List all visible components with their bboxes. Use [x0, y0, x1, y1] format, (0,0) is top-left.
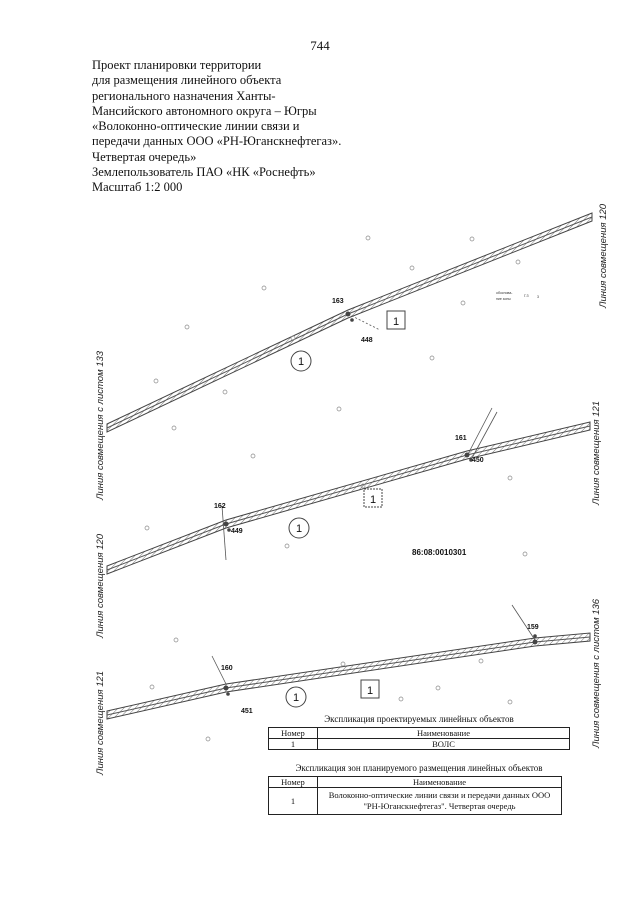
- cable-corridor: [107, 633, 590, 719]
- table2-title: Экспликация зон планируемого размещения линейных объектов: [295, 763, 543, 773]
- point-label: 451: [241, 708, 253, 715]
- title-line: регионального назначения Ханты-: [92, 88, 276, 103]
- sheet-label-top-left: Линия совмещения с листом 133: [95, 350, 106, 500]
- zone-number: 1: [366, 685, 374, 697]
- sheet-label-bottom-right: Линия совмещения с листом 136: [591, 598, 602, 748]
- table-header-cell: Номер: [269, 777, 318, 788]
- boundary-point: [224, 522, 229, 527]
- table-header-cell: Наименование: [318, 777, 562, 788]
- point-label: 449: [231, 528, 243, 535]
- tiny-annotation-text: 3: [537, 295, 539, 299]
- cadastral-number: 86:08:0010301: [412, 548, 467, 557]
- boundary-point: [350, 318, 354, 322]
- title-line: передачи данных ООО «РН-Юганскнефтегаз».: [92, 134, 342, 149]
- boundary-point: [346, 312, 351, 317]
- strip-1: [107, 213, 592, 432]
- point-label: 161: [455, 435, 467, 442]
- title-line: «Волоконно-оптические линии связи и: [92, 119, 300, 134]
- boundary-point: [533, 634, 537, 638]
- point-label: 450: [472, 457, 484, 464]
- placement-zones-table: [268, 776, 562, 815]
- tiny-annotation-text: ние зоны: [496, 297, 511, 301]
- object-number: 1: [295, 523, 303, 535]
- table-header-cell: Номер: [269, 728, 318, 739]
- table-cell: 1: [269, 788, 318, 815]
- page-number: 744: [310, 38, 330, 53]
- table-cell: Волоконно-оптические линии связи и передачи данных ООО "РН-Юганскнефтегаз". Четвертая очередь: [318, 788, 562, 815]
- table-row: [269, 788, 562, 815]
- table-cell: 1: [269, 739, 318, 750]
- point-label: 160: [221, 665, 233, 672]
- boundary-point: [533, 640, 538, 645]
- strip-3: [107, 633, 590, 719]
- cable-corridor: [107, 422, 590, 574]
- boundary-point: [224, 686, 229, 691]
- point-label: 448: [361, 337, 373, 344]
- sheet-label-mid-left: Линия совмещения 120: [95, 533, 106, 638]
- title-line: Проект планировки территории: [92, 58, 262, 72]
- cable-route-line: [107, 426, 590, 570]
- table-header-cell: Наименование: [318, 728, 570, 739]
- land-user-line: Землепользователь ПАО «НК «Роснефть»: [92, 165, 316, 180]
- table1-title: Экспликация проектируемых линейных объектов: [324, 714, 514, 724]
- title-line: Четвертая очередь»: [92, 149, 197, 164]
- strip-2: [107, 422, 590, 574]
- tiny-annotation-text: обоснова-: [496, 291, 513, 295]
- point-label: 162: [214, 503, 226, 510]
- title-line: для размещения линейного объекта: [92, 73, 282, 88]
- object-number: 1: [297, 356, 305, 368]
- tiny-annotation-text: Г.З: [524, 294, 529, 298]
- projected-objects-table: [268, 727, 570, 750]
- table-header-row: [269, 728, 570, 739]
- scale-line: Масштаб 1:2 000: [92, 180, 183, 195]
- zone-markers: [286, 311, 405, 707]
- sheet-label-bottom-left: Линия совмещения 121: [95, 670, 106, 775]
- boundary-point: [465, 453, 470, 458]
- zone-number: 1: [369, 494, 377, 506]
- title-line: Мансийского автономного округа – Югры: [92, 103, 317, 118]
- zone-number: 1: [392, 316, 400, 328]
- sheet-label-mid-right: Линия совмещения 121: [591, 400, 602, 505]
- table-header-row: [269, 777, 562, 788]
- sheet-label-top-right: Линия совмещения 120: [598, 203, 609, 308]
- object-number: 1: [292, 692, 300, 704]
- table-cell: ВОЛС: [318, 739, 570, 750]
- tiny-annotation: [496, 291, 539, 301]
- point-label: 163: [332, 298, 344, 305]
- boundary-point: [226, 692, 230, 696]
- point-label: 159: [527, 624, 539, 631]
- table-row: [269, 739, 570, 750]
